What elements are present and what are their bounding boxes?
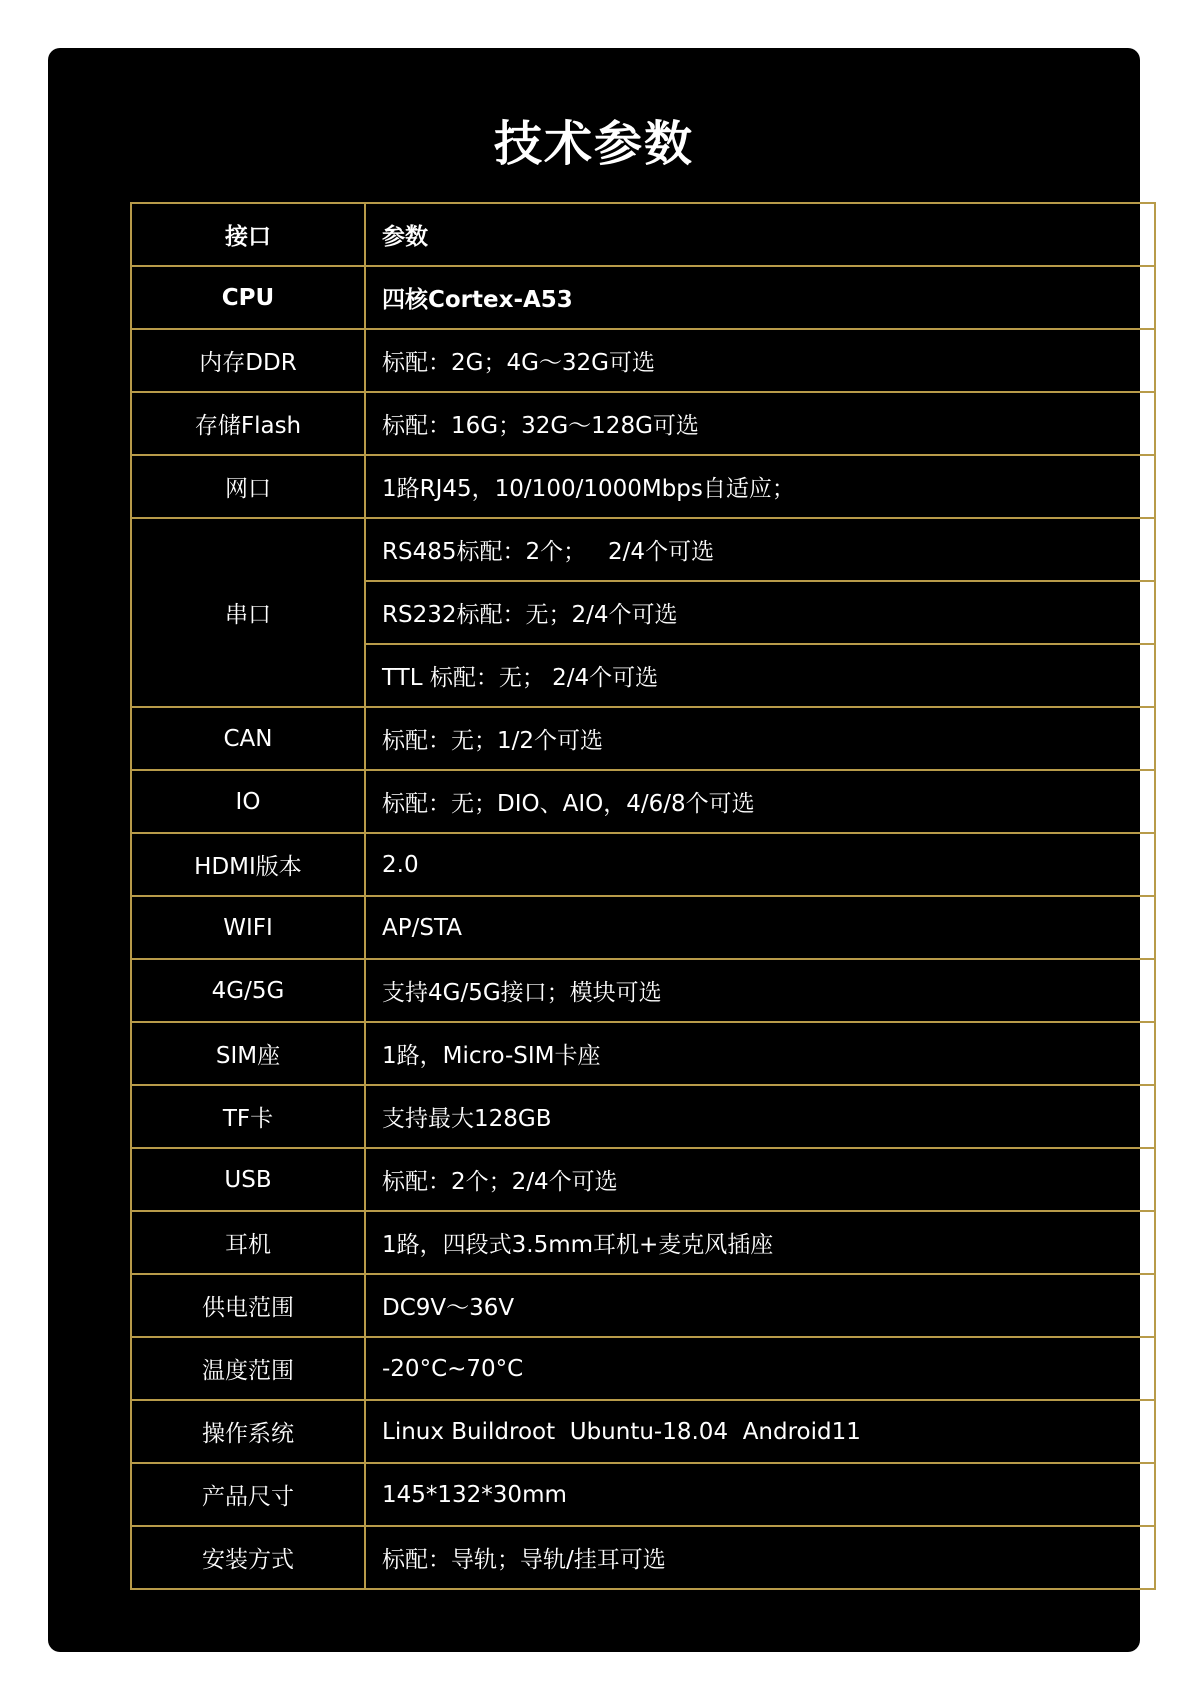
table-row-temperature (131, 1337, 1155, 1400)
table-row-ethernet (131, 455, 1155, 518)
table-row-serial (131, 518, 1155, 581)
row-key: 温度范围 (131, 1337, 365, 1400)
row-value: 支持4G/5G接口；模块可选 (365, 959, 1155, 1022)
row-key: USB (131, 1148, 365, 1211)
table-row-mounting (131, 1526, 1155, 1589)
table-row-flash (131, 392, 1155, 455)
row-value: 2.0 (365, 833, 1155, 896)
row-key: CPU (131, 266, 365, 329)
header-key-cell: 接口 (131, 203, 365, 266)
spec-table (130, 202, 1156, 1590)
table-row-ddr (131, 329, 1155, 392)
row-value: AP/STA (365, 896, 1155, 959)
row-key: 4G/5G (131, 959, 365, 1022)
row-key: SIM座 (131, 1022, 365, 1085)
table-row-wifi (131, 896, 1155, 959)
row-value: DC9V～36V (365, 1274, 1155, 1337)
header-value-cell: 参数 (365, 203, 1155, 266)
row-value: 标配：2G；4G～32G可选 (365, 329, 1155, 392)
row-key: 串口 (131, 518, 365, 707)
row-key: 网口 (131, 455, 365, 518)
page-title: 技术参数 (493, 116, 694, 172)
table-row-hdmi (131, 833, 1155, 896)
row-value: -20°C~70°C (365, 1337, 1155, 1400)
row-key: 供电范围 (131, 1274, 365, 1337)
row-key: TF卡 (131, 1085, 365, 1148)
row-value: 145*132*30mm (365, 1463, 1155, 1526)
row-key: WIFI (131, 896, 365, 959)
row-value: 1路，四段式3.5mm耳机+麦克风插座 (365, 1211, 1155, 1274)
row-value: Linux Buildroot Ubuntu-18.04 Android11 (365, 1400, 1155, 1463)
table-row-tf-card (131, 1085, 1155, 1148)
table-row-power (131, 1274, 1155, 1337)
table-row-os (131, 1400, 1155, 1463)
row-key: IO (131, 770, 365, 833)
table-header-row (131, 203, 1155, 266)
row-value: RS232标配：无；2/4个可选 (365, 581, 1155, 644)
row-key: 存储Flash (131, 392, 365, 455)
table-row-can (131, 707, 1155, 770)
table-row-io (131, 770, 1155, 833)
row-value: 标配：无；1/2个可选 (365, 707, 1155, 770)
table-row-cpu (131, 266, 1155, 329)
row-key: HDMI版本 (131, 833, 365, 896)
row-value: 标配：无；DIO、AIO，4/6/8个可选 (365, 770, 1155, 833)
table-row-headphone (131, 1211, 1155, 1274)
row-value: 1路RJ45，10/100/1000Mbps自适应； (365, 455, 1155, 518)
row-key: 耳机 (131, 1211, 365, 1274)
row-key: 内存DDR (131, 329, 365, 392)
table-row-usb (131, 1148, 1155, 1211)
table-row-cellular (131, 959, 1155, 1022)
row-value: 1路，Micro-SIM卡座 (365, 1022, 1155, 1085)
row-value: TTL 标配：无； 2/4个可选 (365, 644, 1155, 707)
row-value: 标配：2个；2/4个可选 (365, 1148, 1155, 1211)
row-key: 产品尺寸 (131, 1463, 365, 1526)
row-value: 支持最大128GB (365, 1085, 1155, 1148)
row-value: RS485标配：2个； 2/4个可选 (365, 518, 1155, 581)
row-value: 标配：16G；32G～128G可选 (365, 392, 1155, 455)
table-row-sim (131, 1022, 1155, 1085)
row-key: CAN (131, 707, 365, 770)
table-row-dimensions (131, 1463, 1155, 1526)
row-key: 操作系统 (131, 1400, 365, 1463)
row-key: 安装方式 (131, 1526, 365, 1589)
row-value: 四核Cortex-A53 (365, 266, 1155, 329)
row-value: 标配：导轨；导轨/挂耳可选 (365, 1526, 1155, 1589)
spec-card (48, 48, 1140, 1652)
